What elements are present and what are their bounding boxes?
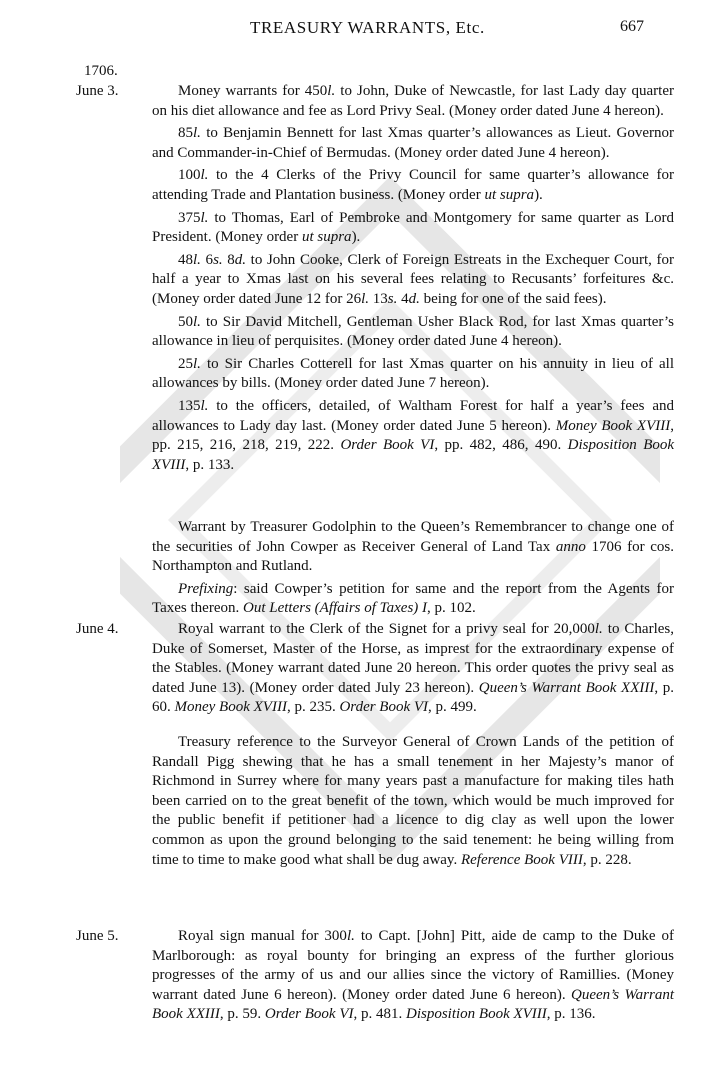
text-run: to Sir David Mitchell, Gentleman Usher Black Rod, for last Xmas quarter’s allowance in lieu of perquisites. (Money order dated June 4 hereon). bbox=[152, 313, 674, 350]
entry-body bbox=[152, 733, 674, 870]
italic-run: l. bbox=[193, 313, 201, 330]
text-run: 25 bbox=[178, 355, 193, 372]
italic-run: d. bbox=[234, 251, 247, 268]
italic-run: Order Book VI bbox=[339, 699, 429, 716]
text-run: , p. 136. bbox=[546, 1006, 596, 1023]
paragraph bbox=[152, 124, 674, 163]
text-run: to John Cooke, Clerk of Foreign Estreats in the Exchequer Court, for half a year to Xmas last on his several fees relating to Recusants’ forfeitures &c. (Money order dated June 12 for 26 bbox=[152, 251, 675, 307]
text-run: , p. 60. bbox=[152, 679, 675, 716]
italic-run: Disposition Book XVIII bbox=[405, 1006, 547, 1023]
paragraph bbox=[152, 313, 674, 352]
text-run: to Benjamin Bennett for last Xmas quarter’s allowances as Lieut. Governor and Commander-in-Chief of Bermudas. (Money order dated June 4 hereon). bbox=[152, 125, 674, 161]
text-run: to the officers, detailed, of Waltham Forest for half a year’s fees and allowances to Lady day last. (Money order dated June 5 hereon). bbox=[152, 397, 674, 434]
entry-body bbox=[152, 518, 674, 619]
text-run: to the 4 Clerks of the Privy Council for same quarter’s allowance for attending Trade and Plantation business. (Money order bbox=[152, 167, 674, 203]
entry-body bbox=[152, 620, 674, 718]
text-run: , p. 102. bbox=[427, 600, 476, 617]
text-run: Royal sign manual for 300 bbox=[178, 928, 347, 944]
running-title: TREASURY WARRANTS, Etc. bbox=[250, 18, 485, 37]
italic-run: d. bbox=[408, 290, 420, 307]
italic-run: Queen’s Warrant Book XXIII bbox=[152, 986, 674, 1023]
text-run: 85 bbox=[178, 125, 193, 142]
text-run: 8 bbox=[222, 251, 235, 268]
italic-run: s. bbox=[387, 290, 398, 307]
text-run: 6 bbox=[200, 251, 214, 268]
italic-run: Queen’s Warrant Book XXIII bbox=[478, 679, 655, 696]
italic-run: ut supra bbox=[484, 186, 535, 203]
italic-run: anno bbox=[555, 538, 586, 555]
text-run: to Capt. [John] Pitt, aide de camp to the Duke of Marlborough: as royal bounty for bringing an express of the further glorious progresses of the army of us and our allies since the victory of Ramillies. (Money warrant dated June 6 hereon). (Money order dated June 6 hereon). bbox=[152, 928, 674, 1003]
margin-date: June 3. bbox=[76, 83, 119, 99]
italic-run: l. bbox=[594, 621, 603, 637]
text-run: Warrant by Treasurer Godolphin to the Queen’s Remembrancer to change one of the securities of John Cowper as Receiver General of Land Tax bbox=[152, 519, 674, 555]
italic-run: s. bbox=[213, 251, 223, 268]
text-run: , pp. 482, 486, 490. bbox=[434, 437, 568, 454]
text-run: 4 bbox=[397, 290, 409, 307]
italic-run: ut supra bbox=[301, 229, 352, 246]
margin-date: June 5. bbox=[76, 928, 119, 944]
paragraph bbox=[152, 927, 674, 1025]
text-run: , pp. 215, 216, 218, 219, 222. bbox=[152, 417, 674, 454]
entry-body bbox=[152, 82, 674, 475]
paragraph bbox=[152, 580, 674, 619]
text-run: 1706 for cos. Northampton and Rutland. bbox=[152, 538, 674, 575]
text-run: to John, Duke of Newcastle, for last Lady day quarter on his diet allowance and fee as Lord Privy Seal. (Money order dated June 4 hereon). bbox=[152, 83, 674, 119]
italic-run: l. bbox=[200, 209, 209, 226]
text-run: to Charles, Duke of Somerset, Master of the Horse, as imprest for the extraordinary expense of the Stables. (Money warrant dated June 20 hereon. This order quotes the privy seal as dated June 13). (Money order dated July 23 hereon). bbox=[152, 621, 674, 696]
running-header bbox=[0, 18, 720, 40]
text-run: , p. 228. bbox=[582, 851, 632, 868]
text-run: , p. 481. bbox=[353, 1006, 406, 1023]
italic-run: l. bbox=[193, 251, 201, 268]
text-run: ). bbox=[534, 186, 543, 203]
text-run: 135 bbox=[178, 397, 201, 414]
italic-run: Prefixing bbox=[178, 580, 234, 597]
text-run: to Thomas, Earl of Pembroke and Montgomery for same quarter as Lord President. (Money order bbox=[152, 209, 674, 246]
margin-date: June 4. bbox=[76, 621, 119, 637]
text-run: ). bbox=[351, 229, 361, 246]
italic-run: l. bbox=[200, 167, 209, 184]
italic-run: l. bbox=[361, 290, 370, 307]
italic-run: Disposition Book XVIII bbox=[152, 437, 675, 473]
text-run: to Sir Charles Cotterell for last Xmas quarter on his annuity in lieu of all allowances by bills. (Money order dated June 7 hereon). bbox=[152, 355, 674, 392]
italic-run: l. bbox=[193, 125, 201, 142]
entry-body bbox=[152, 927, 674, 1025]
margin-year: 1706. bbox=[84, 63, 118, 79]
paragraph bbox=[152, 209, 674, 248]
text-run: 48 bbox=[178, 251, 193, 268]
text-run: 50 bbox=[178, 313, 193, 330]
italic-run: l. bbox=[346, 928, 355, 944]
text-run: Royal warrant to the Clerk of the Signet for a privy seal for 20,000 bbox=[178, 621, 595, 637]
paragraph bbox=[152, 733, 674, 870]
italic-run: Money Book XVIII bbox=[555, 417, 671, 434]
paragraph bbox=[152, 166, 674, 205]
paragraph bbox=[152, 82, 674, 121]
text-run: , p. 499. bbox=[428, 699, 477, 716]
paragraph bbox=[152, 620, 674, 718]
text-run: 375 bbox=[178, 209, 201, 226]
italic-run: l. bbox=[200, 397, 209, 414]
italic-run: Money Book XVIII bbox=[174, 699, 287, 716]
italic-run: Order Book VI bbox=[340, 437, 435, 454]
italic-run: Out Letters (Affairs of Taxes) I bbox=[243, 600, 428, 617]
italic-run: Order Book VI bbox=[264, 1006, 354, 1023]
italic-run: l. bbox=[193, 355, 201, 372]
text-run: : said Cowper’s petition for same and the report from the Agents for Taxes thereon. bbox=[152, 580, 674, 617]
italic-run: l. bbox=[327, 83, 336, 99]
text-run: 13 bbox=[369, 290, 388, 307]
paragraph bbox=[152, 397, 674, 475]
text-run: 100 bbox=[178, 167, 201, 184]
text-run: , p. 235. bbox=[286, 699, 340, 716]
text-run: being for one of the said fees). bbox=[419, 290, 607, 307]
page-number: 667 bbox=[620, 18, 644, 35]
text-run: Money warrants for 450 bbox=[178, 83, 328, 99]
paragraph bbox=[152, 518, 674, 577]
text-run: Treasury reference to the Surveyor General of Crown Lands of the petition of Randall Pigg shewing that he has a small tenement in her Majesty’s manor of Richmond in Surrey where for many years past a manufacture for making tiles hath been carried on to the great benefit of the town, which would be much improved for the public benefit if petitioner had a licence to dig clay as well upon the lower common as upon the ground belonging to the said tenement: he being willing from time to time to make good what shall be dug away. bbox=[152, 734, 674, 868]
italic-run: Reference Book VIII bbox=[460, 851, 583, 868]
text-run: , p. 133. bbox=[185, 456, 235, 473]
paragraph bbox=[152, 251, 674, 310]
paragraph bbox=[152, 355, 674, 394]
text-run: , p. 59. bbox=[219, 1006, 265, 1023]
